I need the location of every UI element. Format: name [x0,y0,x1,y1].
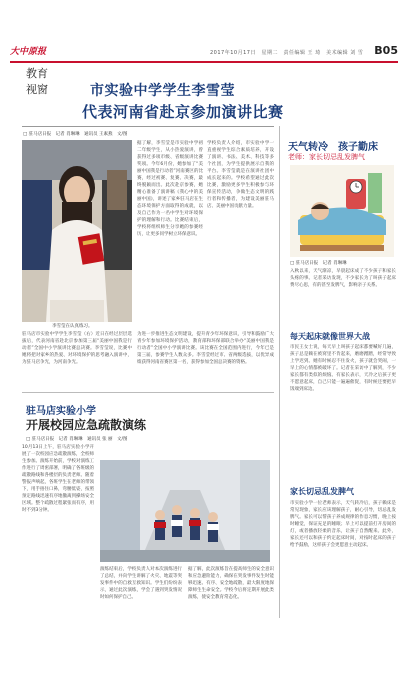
masthead [10,42,398,62]
section-label [26,66,48,98]
sleeping-child-illustration [290,165,394,257]
sidebar-headline: 天气转冷 孩子勤床 [288,142,378,153]
main-body-col2: 为进一步推进生态文明建设，提升青少年环保意识，引导和鼓励广大青少年参加环境保护活动，教育部和环保部联合举办“美丽中国我是行动者”全国中小学演讲比赛。该比赛在全国范围内进行，今年已是第三届，参赛学生人数众多。李雪莹经过市、省两级选拔，以优异成绩获得河南省赛区第一名，获得参加全国总决赛的资格。 [137,332,274,365]
evacuation-drill-illustration [100,460,270,562]
student-photo-caption: 李雪莹在认真练习。 [52,324,93,329]
bottom-byline: □ 驻马店日报 记者 肖琳琳 通讯员 张 丽 文/图 [26,437,128,442]
column-divider [279,126,280,618]
main-body-col4: 学校负责人介绍，市实验中学一直重视学生综合素质培养，开设了演讲、书法、美术、科技等多个社团，为学生提供展示自我的平台。李雪莹就是在演讲社团中成长起来的。学校希望通过此次比赛，激励更多学生积极参与环保宣传活动，争做生态文明的践行者和传播者，为建设美丽驻马店、美丽中国贡献力量。 [207,141,274,209]
section-label-line2: 视窗 [26,83,48,96]
sidebar-byline: □ 驻马店日报 记者 肖琳琳 [290,261,347,266]
bottom-body-col3: 据了解，此次演练旨在提高师生的安全意识和应急避险能力，确保在突发事件发生时能够迅速、有序、安全地疏散，最大限度地保障师生生命安全。学校今后将定期开展此类演练，使安全教育常态化。 [188,567,274,600]
main-headline-line2: 代表河南省赴京参加演讲比赛 [82,103,284,121]
bottom-headline-line1: 驻马店实验小学 [26,406,96,417]
page-number: B05 [374,44,398,57]
newspaper-logo: 大中原报 [10,47,47,57]
student-photo-illustration [22,140,132,322]
main-headline-line1: 市实验中学学生李雪莹 [90,83,235,99]
bottom-headline-line2: 开展校园应急疏散演练 [26,418,147,432]
sidebar-intro: 入秋以来，天气渐凉，早晨起床成了不少孩子和家长头疼的事。记者采访发现，不少家长为了叫孩子起床费尽心思，有的甚至发脾气，影响亲子关系。 [290,269,396,288]
main-body-col3: 据了解，李雪莹是市实验中学初二年级学生，从小热爱演讲，曾获得过多项市级、省级演讲比赛奖项。今年6月份，她参加了“美丽中国我是行动者”河南赛区的比赛，经过初赛、复赛、决赛，最终脱颖而出。此次赴京参赛，她精心准备了演讲稿《我心中的美丽中国》，讲述了家乡驻马店在生态环境保护方面取得的成就，以及自己作为一名中学生对环境保护的理解和行动。比赛结束后，学校将组织师生分享她的参赛经历，让更多同学树立环保意识。 [137,141,203,237]
main-byline: □ 驻马店日报 记者 肖琳琳 通讯员 王素燕 文/图 [23,132,128,137]
bottom-body-col2: 演练结束后，学校负责人对本次演练进行了总结，并向学生讲解了火灾、地震等突发事件中的自救互救知识。学生们纷纷表示，通过此次演练，学会了遇到突发情况时如何保护自己。 [100,567,182,600]
masthead-rule [10,61,398,63]
sidebar-subheadline: 老师：家长切忌乱发脾气 [288,153,365,161]
sidebar-body-2: 市实验小学一位老师表示，天气转冷后，孩子赖床是常见现象，家长应该理解孩子，耐心引导，切忌乱发脾气。家长可以帮孩子养成规律的作息习惯，晚上按时睡觉，保证充足的睡眠；早上可以提前打开房间的灯，或者播放轻柔的音乐，让孩子自然醒来。此外，家长还可以和孩子约定起床时间，对按时起床的孩子给予鼓励，这样孩子会更愿意主动起床。 [290,501,396,548]
bottom-body-col1: 10月13日上午，驻马店实验小学开展了一次校园应急疏散演练，全校师生参加。演练开始前，学校对演练工作进行了周密部署，明确了各班级的疏散路线和各楼层的负责老师。随着警报声响起，各班学生在老师的带领下，用手捂住口鼻，弯腰低姿，按照预定路线迅速有序地撤离到操场安全区域。整个疏散过程紧张而有序，用时不到3分钟。 [22,445,94,513]
student-photo [22,140,132,322]
drill-photo [100,460,270,562]
sidebar-subhead-2: 家长切忌乱发脾气 [290,487,354,496]
bottom-article-divider [22,392,274,393]
sidebar-subhead-1: 每天起床就像世界大战 [290,332,370,341]
sidebar-body-1: 市民王女士说，每天早上叫孩子起床都要喊好几遍，孩子总是赖在被窝里不肯起来，磨磨蹭蹭，经常导致上学迟到。她有时候忍不住发火，孩子就会哭闹，一早上的心情都被破坏了。记者在采访中了解到，不少家长都有类似的烦恼。有家长表示，天冷之后孩子更不愿意起床，自己只能一遍遍催促，有时候还要把早饭端到床边。 [290,345,396,392]
section-label-line1: 教育 [26,67,48,80]
headline-divider [22,126,274,127]
issue-info: 2017年10月17日 星期二 责任编辑 王 琦 美术编辑 刘 雪 [210,50,364,56]
main-body-col1: 驻马店市实验中学学生李雪莹（右）近日在经过层层选拔后，代表河南省赴北京参加第三届“美丽中国我是行动者”全国中小学演讲比赛总决赛。李雪莹说，比赛中她将把对家乡的热爱、对环境保护的思考融入演讲中，为驻马店争光，为河南争光。 [22,332,132,365]
sidebar-illustration [290,165,394,257]
